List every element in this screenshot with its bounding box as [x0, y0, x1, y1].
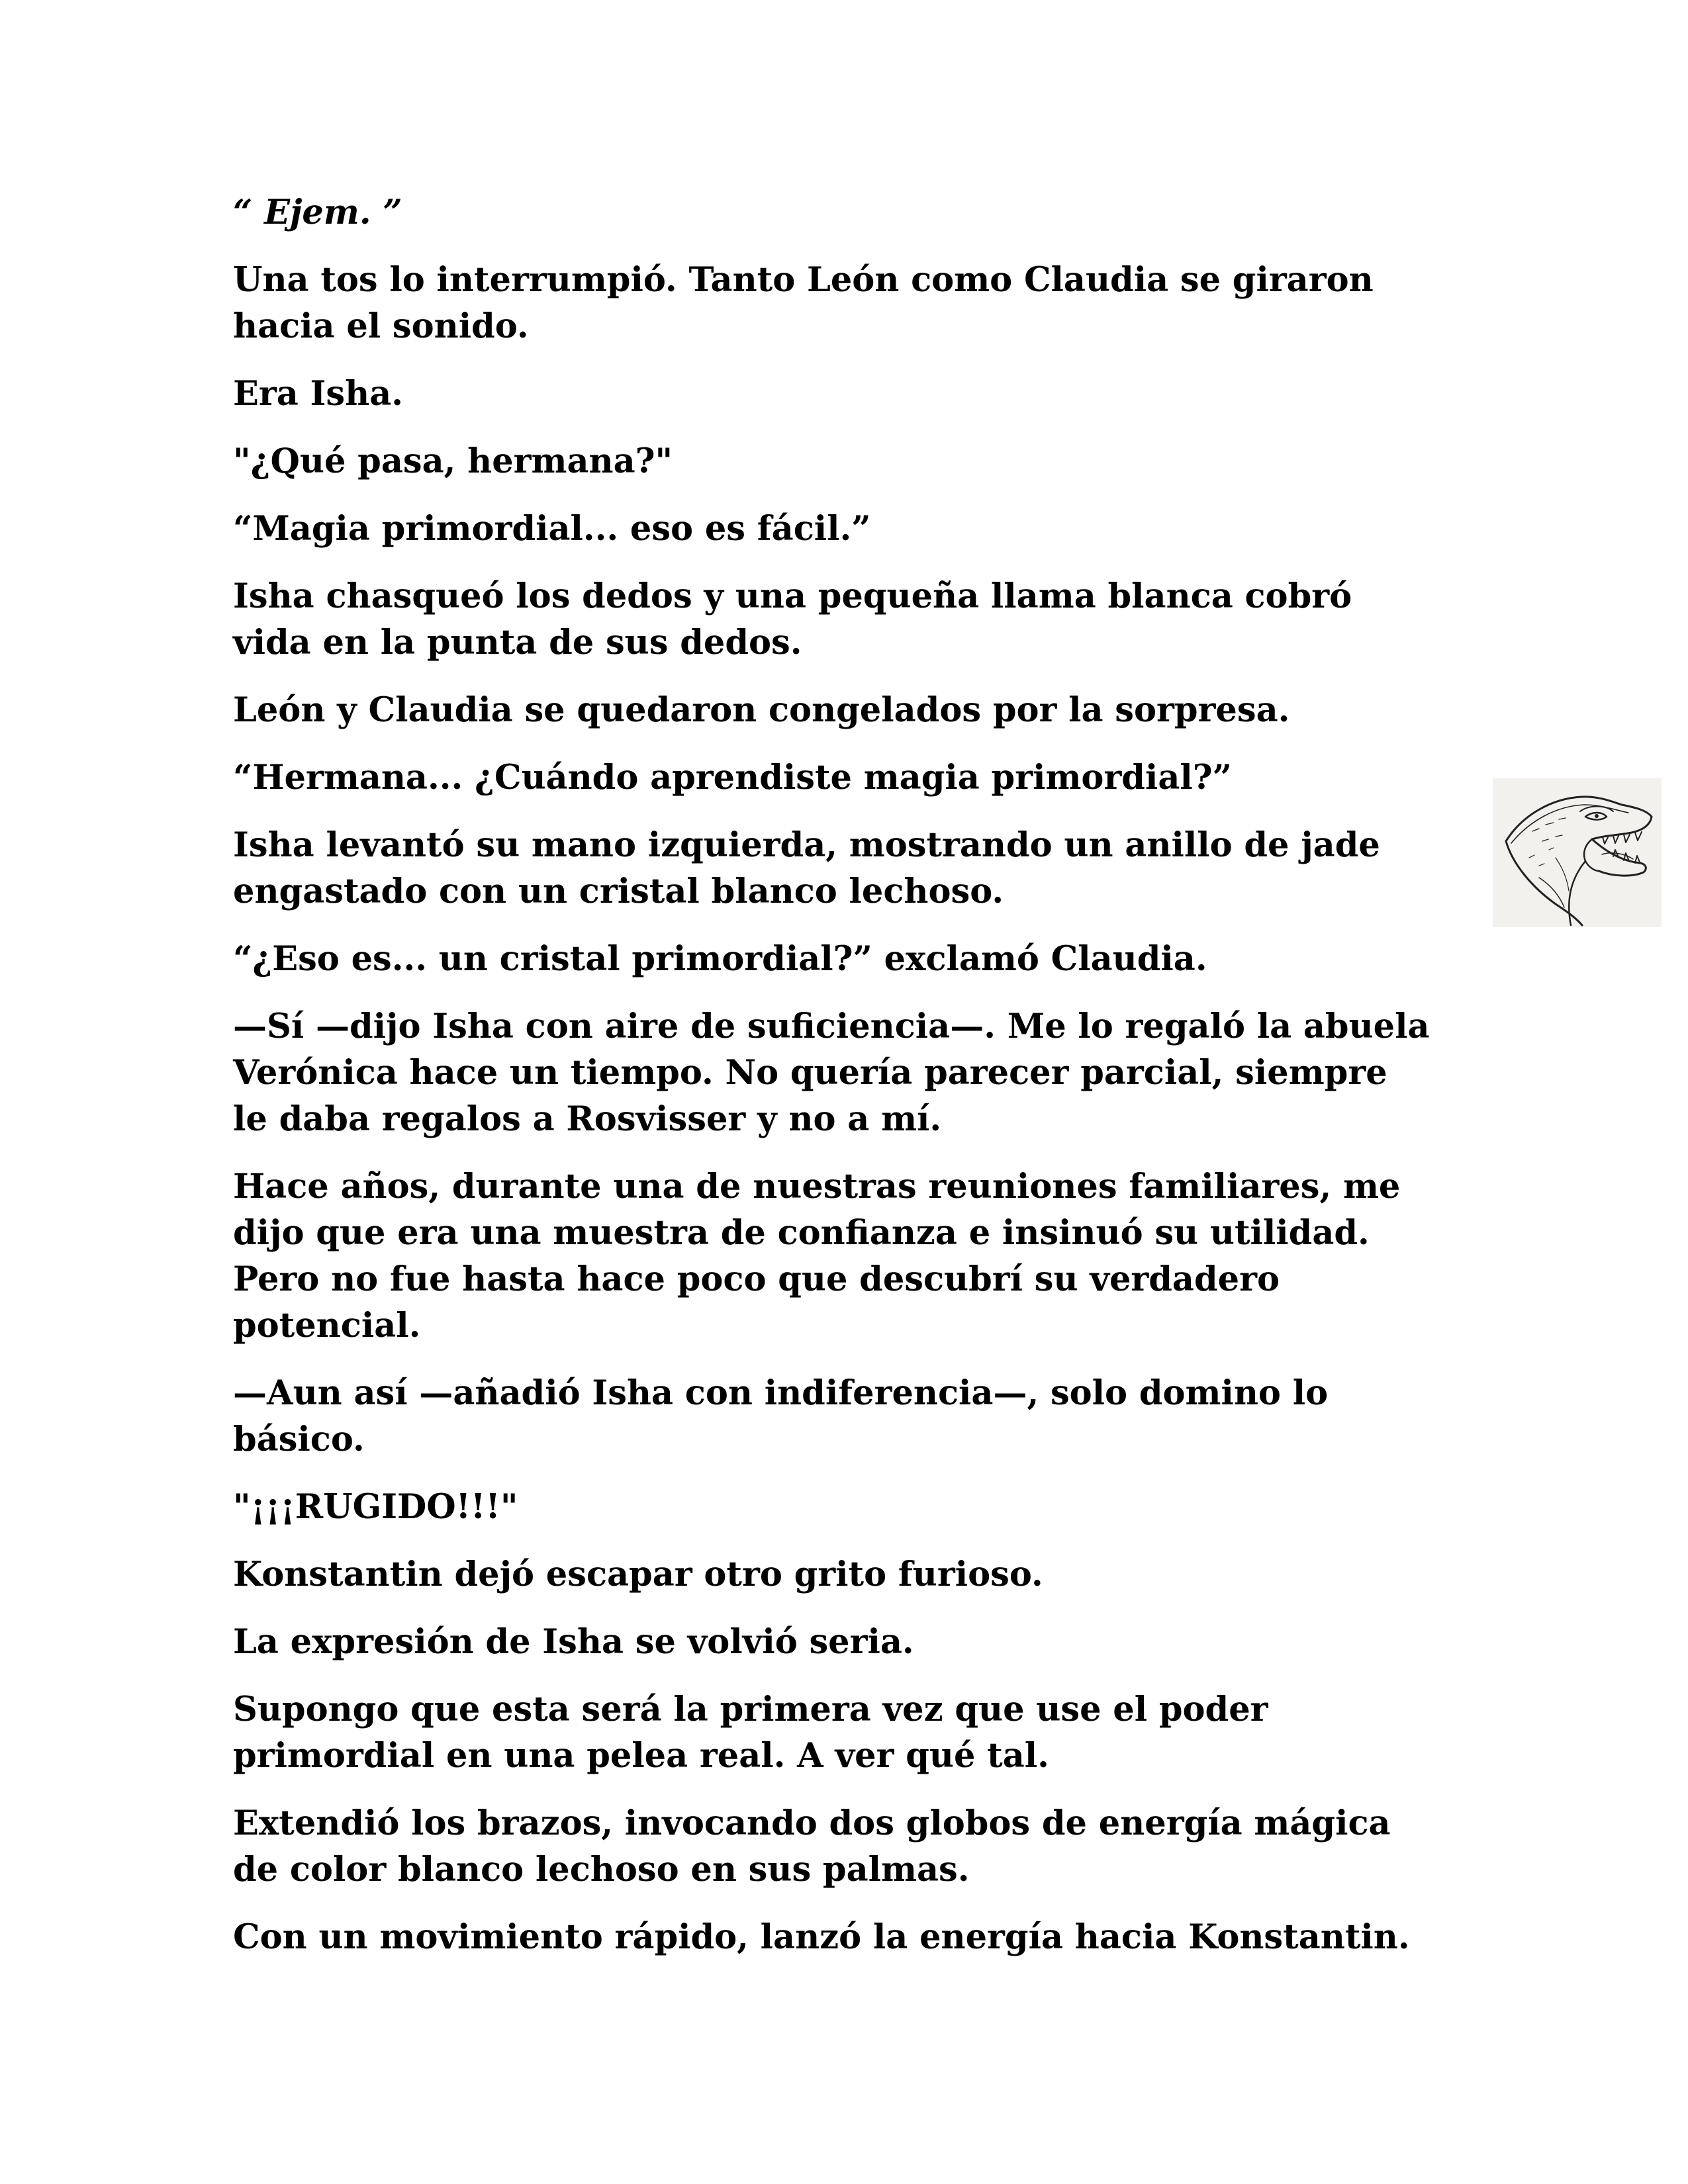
dinosaur-sketch-drawing — [1493, 778, 1662, 927]
paragraph-16: La expresión de Isha se volvió seria. — [233, 1622, 914, 1662]
document-body — [233, 189, 1464, 1981]
paragraph-19: Con un movimiento rápido, lanzó la energía hacia Konstantin. — [233, 1917, 1410, 1957]
paragraph-2: Una tos lo interrumpió. Tanto León como Claudia se giraron hacia el sonido. — [233, 260, 1374, 346]
paragraph-15: Konstantin dejó escapar otro grito furioso. — [233, 1555, 1043, 1594]
paragraph-8: “Hermana... ¿Cuándo aprendiste magia primordial?” — [233, 758, 1232, 797]
dinosaur-head-sketch-icon — [1493, 778, 1662, 927]
paragraph-14: "¡¡¡RUGIDO!!!" — [233, 1487, 518, 1527]
paragraph-10: “¿Eso es... un cristal primordial?” exclamó Claudia. — [233, 939, 1207, 979]
paragraph-12: Hace años, durante una de nuestras reuniones familiares, me dijo que era una muestra de confianza e insinuó su utilidad. Pero no fue hasta hace poco que descubrí su verdadero potencial. — [233, 1167, 1401, 1345]
paragraph-9: Isha levantó su mano izquierda, mostrando un anillo de jade engastado con un cristal blanco lechoso. — [233, 825, 1380, 911]
paragraph-1: “ Ejem. ” — [233, 193, 402, 232]
paragraph-17: Supongo que esta será la primera vez que use el poder primordial en una pelea real. A ver qué tal. — [233, 1690, 1268, 1776]
paragraph-18: Extendió los brazos, invocando dos globos de energía mágica de color blanco lechoso en sus palmas. — [233, 1803, 1391, 1889]
paragraph-6: Isha chasqueó los dedos y una pequeña llama blanca cobró vida en la punta de sus dedos. — [233, 576, 1352, 662]
paragraph-3: Era Isha. — [233, 374, 403, 414]
paragraph-4: "¿Qué pasa, hermana?" — [233, 441, 673, 481]
paragraph-11: —Sí —dijo Isha con aire de suficiencia—. Me lo regaló la abuela Verónica hace un tiempo. No quería parecer parcial, siempre le daba regalos a Rosvisser y no a mí. — [233, 1007, 1430, 1139]
paragraph-7: León y Claudia se quedaron congelados por la sorpresa. — [233, 690, 1290, 730]
paragraph-5: “Magia primordial... eso es fácil.” — [233, 509, 871, 549]
paragraph-13: —Aun así —añadió Isha con indiferencia—, solo domino lo básico. — [233, 1373, 1329, 1459]
